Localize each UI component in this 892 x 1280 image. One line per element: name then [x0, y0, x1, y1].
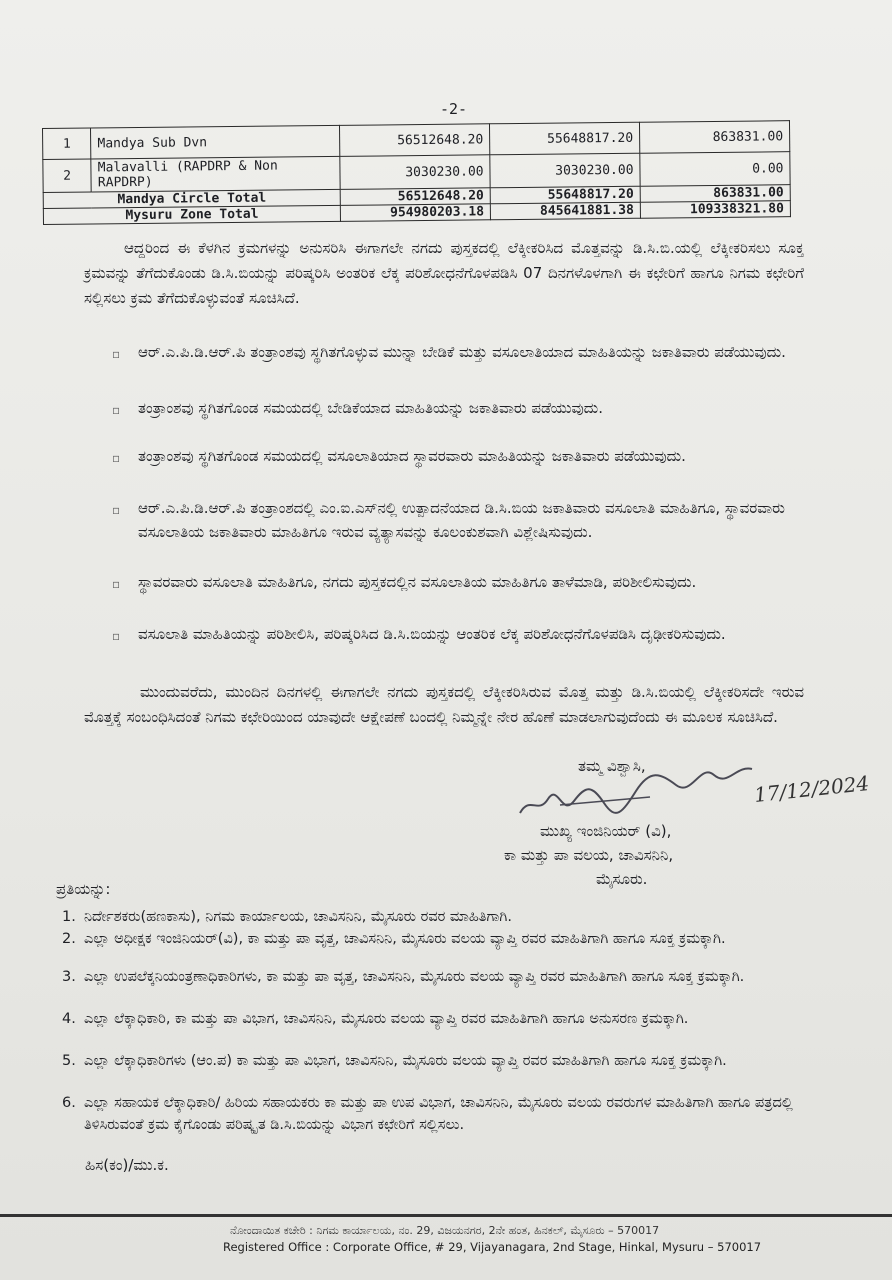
bullet-marker-icon: ▫	[112, 403, 121, 417]
copy-number: 6.	[62, 1095, 76, 1111]
copy-text: ಎಲ್ಲಾ ಉಪಲೆಕ್ಕನಿಯಂತ್ರಣಾಧಿಕಾರಿಗಳು, ಕಾ ಮತ್ತು ಪಾ ವೃತ್ತ, ಚಾವಿಸನಿನಿ, ಮೈಸೂರು ವಲಯ ವ್ಯಾಪ್ತಿ ರವರ ಮಾಹಿತಿಗಾಗಿ ಹಾಗೂ ಸೂಕ್ತ ಕ್ರಮಕ್ಕಾಗಿ.	[84, 969, 745, 985]
row-value-b: 3030230.00	[490, 153, 640, 188]
copy-text: ಎಲ್ಲಾ ಸಹಾಯಕ ಲೆಕ್ಕಾಧಿಕಾರಿ/ ಹಿರಿಯ ಸಹಾಯಕರು ಕಾ ಮತ್ತು ಪಾ ಉಪ ವಿಭಾಗ, ಚಾವಿಸನಿನಿ, ಮೈಸೂರು ವಲಯ ರವರುಗಳ ಮಾಹಿತಿಗಾಗಿ ಹಾಗೂ ಪತ್ರದಲ್ಲಿ ತಿಳಿಸಿರುವಂತೆ ಕ್ರಮ ಕೈಗೊಂಡು ಪರಿಷ್ಕೃತ ಡಿ.ಸಿ.ಬಿಯನ್ನು ವಿಭಾಗ ಕಛೇರಿಗೆ ಸಲ್ಲಿಸಲು.	[84, 1095, 793, 1133]
copy-text: ನಿರ್ದೇಶಕರು(ಹಣಕಾಸು), ನಿಗಮ ಕಾರ್ಯಾಲಯ, ಚಾವಿಸನಿನಿ, ಮೈಸೂರು ರವರ ಮಾಹಿತಿಗಾಗಿ.	[84, 909, 512, 925]
signature-date: 17/12/2024	[753, 771, 871, 807]
designation-line-2: ಕಾ ಮತ್ತು ಪಾ ವಲಯ, ಚಾವಿಸನಿನಿ,	[504, 846, 674, 864]
reference-code: ಹಿಸ(ಕಂ)/ಮು.ಕ.	[85, 1156, 169, 1174]
bullet-marker-icon: ▫	[112, 577, 121, 591]
yours-faithfully: ತಮ್ಮ ವಿಶ್ವಾಸಿ,	[578, 757, 646, 775]
row-name: Mandya Sub Dvn	[91, 125, 340, 159]
bullet-text: ಆರ್.ಎ.ಪಿ.ಡಿ.ಆರ್.ಪಿ ತಂತ್ರಾಂಶವು ಸ್ಥಗಿತಗೊಳ್ಳುವ ಮುನ್ನಾ ಬೇಡಿಕೆ ಮತ್ತು ವಸೂಲಾತಿಯಾದ ಮಾಹಿತಿಯನ್ನು ಜಕಾತಿವಾರು ಪಡೆಯುವುದು.	[138, 343, 786, 361]
zone-total-label: Mysuru Zone Total	[43, 205, 340, 224]
bullet-item	[110, 340, 808, 364]
bullet-item	[110, 396, 808, 420]
closing-paragraph: ಮುಂದುವರೆದು, ಮುಂದಿನ ದಿನಗಳಲ್ಲಿ ಈಗಾಗಲೇ ನಗದು ಪುಸ್ತಕದಲ್ಲಿ ಲೆಕ್ಕೀಕರಿಸಿರುವ ಮೊತ್ತ ಮತ್ತು ಡಿ.ಸಿ.ಬಿಯಲ್ಲಿ ಲೆಕ್ಕೀಕರಿಸದೇ ಇರುವ ಮೊತ್ತಕ್ಕೆ ಸಂಬಂಧಿಸಿದಂತೆ ನಿಗಮ ಕಛೇರಿಯಿಂದ ಯಾವುದೇ ಆಕ್ಷೇಪಣೆ ಬಂದಲ್ಲಿ ನಿಮ್ಮನ್ನೇ ನೇರ ಹೊಣೆ ಮಾಡಲಾಗುವುದೆಂದು ಈ ಮೂಲಕ ಸೂಚಿಸಿದೆ.	[84, 683, 804, 726]
copy-item	[62, 928, 812, 950]
copy-item	[62, 1008, 812, 1030]
footer-divider	[0, 1214, 892, 1217]
circle-total-c: 863831.00	[640, 185, 790, 203]
copy-item	[62, 1050, 812, 1072]
bullet-marker-icon: ▫	[112, 503, 121, 517]
copy-text: ಎಲ್ಲಾ ಲೆಕ್ಕಾಧಿಕಾರಿಗಳು (ಆಂ.ಪ) ಕಾ ಮತ್ತು ಪಾ ವಿಭಾಗ, ಚಾವಿಸನಿನಿ, ಮೈಸೂರು ವಲಯ ವ್ಯಾಪ್ತಿ ರವರ ಮಾಹಿತಿಗಾಗಿ ಹಾಗೂ ಸೂಕ್ತ ಕ್ರಮಕ್ಕಾಗಿ.	[84, 1053, 727, 1069]
copy-item	[62, 1092, 812, 1136]
intro-paragraph: ಆದ್ದರಿಂದ ಈ ಕೆಳಗಿನ ಕ್ರಮಗಳನ್ನು ಅನುಸರಿಸಿ ಈಗಾಗಲೇ ನಗದು ಪುಸ್ತಕದಲ್ಲಿ ಲೆಕ್ಕೀಕರಿಸಿದ ಮೊತ್ತವನ್ನು ಡಿ.ಸಿ.ಬಿ.ಯಲ್ಲಿ ಲೆಕ್ಕೀಕರಿಸಲು ಸೂಕ್ತ ಕ್ರಮವನ್ನು ತೆಗೆದುಕೊಂಡು ಡಿ.ಸಿ.ಬಿಯನ್ನು ಪರಿಷ್ಕರಿಸಿ ಅಂತರಿಕ ಲೆಕ್ಕ ಪರಿಶೋಧನೆಗೊಳಪಡಿಸಿ 07 ದಿನಗಳೊಳಗಾಗಿ ಈ ಕಛೇರಿಗೆ ಹಾಗೂ ನಿಗಮ ಕಛೇರಿಗೆ ಸಲ್ಲಿಸಲು ಕ್ರಮ ತೆಗೆದುಕೊಳ್ಳುವಂತೆ ಸೂಚಿಸಿದೆ.	[84, 239, 804, 307]
zone-total-b: 845641881.38	[490, 202, 640, 220]
copy-number: 4.	[62, 1011, 76, 1027]
copy-item	[62, 966, 812, 988]
footer-address-english: Registered Office : Corporate Office, # 29, Vijayanagara, 2nd Stage, Hinkal, Mysuru – 570017	[223, 1240, 762, 1254]
copy-number: 1.	[62, 909, 76, 925]
zone-total-c: 109338321.80	[640, 201, 790, 219]
row-sl: 1	[43, 128, 92, 160]
page-number: -2-	[440, 100, 468, 118]
footer-address-kannada: ನೋಂದಾಯಿತ ಕಚೇರಿ : ನಿಗಮ ಕಾರ್ಯಾಲಯ, ನಂ. 29, ವಿಜಯನಗರ, 2ನೇ ಹಂತ, ಹಿನಕಲ್, ಮೈಸೂರು – 570017	[230, 1224, 660, 1237]
row-value-c: 0.00	[640, 152, 790, 187]
row-sl: 2	[43, 159, 92, 193]
row-value-a: 3030230.00	[340, 155, 490, 190]
copy-text: ಎಲ್ಲಾ ಅಧೀಕ್ಷಕ ಇಂಜಿನಿಯರ್(ವಿ), ಕಾ ಮತ್ತು ಪಾ ವೃತ್ತ, ಚಾವಿಸನಿನಿ, ಮೈಸೂರು ವಲಯ ವ್ಯಾಪ್ತಿ ರವರ ಮಾಹಿತಿಗಾಗಿ ಹಾಗೂ ಸೂಕ್ತ ಕ್ರಮಕ್ಕಾಗಿ.	[84, 931, 726, 947]
copy-number: 3.	[62, 969, 76, 985]
circle-total-a: 56512648.20	[340, 188, 490, 206]
circle-total-b: 55648817.20	[490, 186, 640, 204]
bullet-marker-icon: ▫	[112, 451, 121, 465]
signature-scribble-icon	[500, 755, 760, 825]
copies-title: ಪ್ರತಿಯನ್ನು:	[56, 880, 111, 898]
row-name: Malavalli (RAPDRP & Non RAPDRP)	[91, 156, 340, 192]
bullet-item	[110, 570, 808, 594]
bullet-item	[110, 622, 808, 646]
bullet-text: ಸ್ಥಾವರವಾರು ವಸೂಲಾತಿ ಮಾಹಿತಿಗೂ, ನಗದು ಪುಸ್ತಕದಲ್ಲಿನ ವಸೂಲಾತಿಯ ಮಾಹಿತಿಗೂ ತಾಳೆಮಾಡಿ, ಪರಿಶೀಲಿಸುವುದು.	[138, 573, 697, 591]
row-value-c: 863831.00	[640, 121, 790, 154]
bullet-marker-icon: ▫	[112, 629, 121, 643]
copy-item	[62, 906, 812, 928]
bullet-text: ವಸೂಲಾತಿ ಮಾಹಿತಿಯನ್ನು ಪರಿಶೀಲಿಸಿ, ಪರಿಷ್ಕರಿಸಿದ ಡಿ.ಸಿ.ಬಿಯನ್ನು ಆಂತರಿಕ ಲೆಕ್ಕ ಪರಿಶೋಧನೆಗೊಳಪಡಿಸಿ ದೃಢೀಕರಿಸುವುದು.	[138, 625, 726, 643]
circle-total-label: Mandya Circle Total	[43, 189, 340, 208]
signature-block	[500, 755, 880, 895]
designation-line-1: ಮುಖ್ಯ ಇಂಜಿನಿಯರ್ (ವಿ),	[540, 822, 672, 840]
bullet-item	[110, 444, 808, 468]
row-value-b: 55648817.20	[490, 122, 640, 155]
zone-total-a: 954980203.18	[341, 204, 491, 222]
copy-text: ಎಲ್ಲಾ ಲೆಕ್ಕಾಧಿಕಾರಿ, ಕಾ ಮತ್ತು ಪಾ ವಿಭಾಗ, ಚಾವಿಸನಿನಿ, ಮೈಸೂರು ವಲಯ ವ್ಯಾಪ್ತಿ ರವರ ಮಾಹಿತಿಗಾಗಿ ಹಾಗೂ ಅನುಸರಣ ಕ್ರಮಕ್ಕಾಗಿ.	[84, 1011, 689, 1027]
bullet-text: ತಂತ್ರಾಂಶವು ಸ್ಥಗಿತಗೊಂಡ ಸಮಯದಲ್ಲಿ ಬೇಡಿಕೆಯಾದ ಮಾಹಿತಿಯನ್ನು ಜಕಾತಿವಾರು ಪಡೆಯುವುದು.	[138, 399, 603, 417]
collection-table	[42, 120, 791, 225]
designation-line-3: ಮೈಸೂರು.	[596, 870, 648, 888]
bullet-text: ತಂತ್ರಾಂಶವು ಸ್ಥಗಿತಗೊಂಡ ಸಮಯದಲ್ಲಿ ವಸೂಲಾತಿಯಾದ ಸ್ಥಾವರವಾರು ಮಾಹಿತಿಯನ್ನು ಜಕಾತಿವಾರು ಪಡೆಯುವುದು.	[138, 447, 686, 465]
bullet-text: ಆರ್.ಎ.ಪಿ.ಡಿ.ಆರ್.ಪಿ ತಂತ್ರಾಂಶದಲ್ಲಿ ಎಂ.ಐ.ಎಸ್‌ನಲ್ಲಿ ಉತ್ಪಾದನೆಯಾದ ಡಿ.ಸಿ.ಬಿಯ ಜಕಾತಿವಾರು ವಸೂಲಾತಿ ಮಾಹಿತಿಗೂ, ಸ್ಥಾವರವಾರು ವಸೂಲಾತಿಯ ಜಕಾತಿವಾರು ಮಾಹಿತಿಗೂ ಇರುವ ವ್ಯತ್ಯಾಸವನ್ನು ಕೂಲಂಕುಶವಾಗಿ ವಿಶ್ಲೇಷಿಸುವುದು.	[138, 499, 785, 541]
bullet-marker-icon: ▫	[112, 347, 121, 361]
row-value-a: 56512648.20	[340, 124, 490, 157]
copy-number: 5.	[62, 1053, 76, 1069]
bullet-item	[110, 496, 808, 544]
copy-number: 2.	[62, 931, 76, 947]
